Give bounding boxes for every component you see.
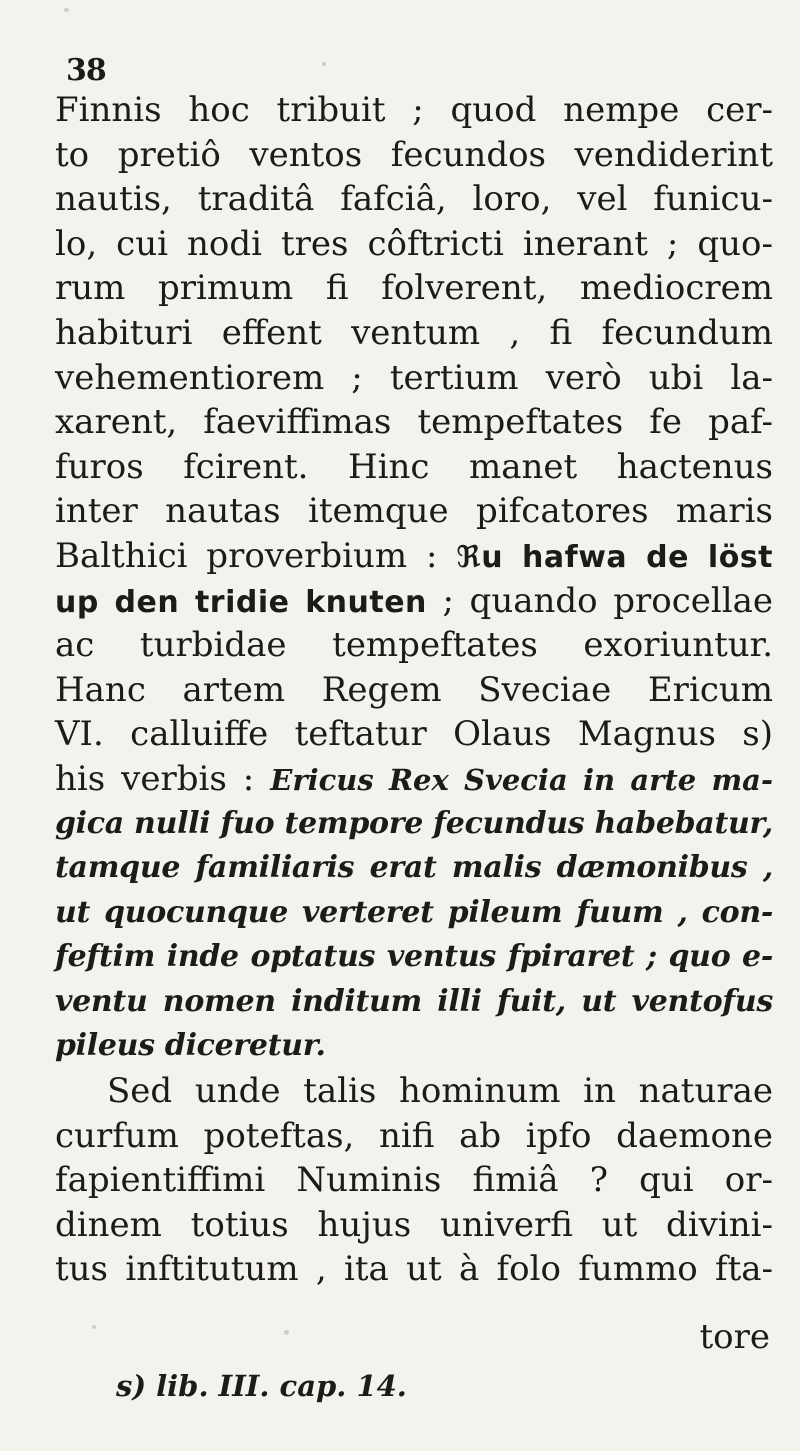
footnote: s) lib. III. cap. 14. bbox=[116, 1369, 407, 1403]
paper-speck bbox=[455, 118, 458, 121]
text-line: Hanc artem Regem Sveciae Ericum bbox=[55, 669, 773, 710]
paper-speck bbox=[92, 1325, 96, 1329]
text-line: tus inftitutum , ita ut à folo fummo fta- bbox=[55, 1249, 773, 1290]
quote-line: ut quocunque verteret pileum fuum , con- bbox=[55, 894, 773, 930]
paragraph-start: Sed unde talis hominum in naturae bbox=[107, 1071, 773, 1112]
quote-line: tamque familiaris erat malis dæmonibus , bbox=[55, 850, 773, 886]
quote-line: feftim inde optatus ventus fpiraret ; quo e- bbox=[55, 939, 773, 975]
text-line: dinem totius hujus univerfi ut divini- bbox=[55, 1204, 773, 1245]
text-line-quote-start bbox=[55, 757, 773, 802]
text-line: curfum poteftas, nifi ab ipfo daemone bbox=[55, 1115, 773, 1156]
quote-line: ventu nomen inditum illi fuit, ut ventofus bbox=[55, 983, 773, 1019]
text-line-proverb bbox=[55, 579, 773, 624]
paper-speck bbox=[284, 1330, 289, 1335]
quote-intro: his verbis : bbox=[55, 758, 255, 799]
text-line: xarent, faeviffimas tempeftates fe paf- bbox=[55, 402, 773, 443]
proverb-intro: Balthici proverbium : bbox=[55, 535, 438, 576]
text-line: rum primum fi folverent, mediocrem bbox=[55, 268, 773, 309]
text-line: to pretiô ventos fecundos vendiderint bbox=[55, 134, 773, 175]
page-number: 38 bbox=[66, 53, 106, 88]
text-line: habituri effent ventum , fi fecundum bbox=[55, 312, 773, 353]
body-text bbox=[55, 88, 773, 1292]
catchword: tore bbox=[699, 1317, 770, 1357]
text-line: furos fcirent. Hinc manet hactenus bbox=[55, 446, 773, 487]
proverb-swedish: ℜu hafwa de löst bbox=[456, 539, 774, 575]
proverb-swedish: up den tridie knuten bbox=[55, 584, 427, 620]
text-line: fapientiffimi Numinis fimiâ ? qui or- bbox=[55, 1160, 773, 1201]
quote-line-end: pileus diceretur. bbox=[55, 1028, 326, 1064]
paper-speck bbox=[64, 8, 69, 12]
text-line: inter nautas itemque pifcatores maris bbox=[55, 491, 773, 532]
text-line: Finnis hoc tribuit ; quod nempe cer- bbox=[55, 90, 773, 130]
quote-line: gica nulli fuo tempore fecundus habebatur, bbox=[55, 805, 773, 841]
quote-text: Ericus Rex Svecia in arte ma- bbox=[270, 762, 774, 797]
proverb-gloss: ; quando procellae bbox=[442, 580, 773, 621]
text-line: lo, cui nodi tres côftricti inerant ; quo- bbox=[55, 223, 773, 264]
paper-speck bbox=[322, 62, 326, 66]
text-line: VI. calluiffe teftatur Olaus Magnus s) bbox=[55, 714, 773, 755]
text-line: ac turbidae tempeftates exoriuntur. bbox=[55, 625, 773, 666]
text-line-proverb bbox=[55, 534, 773, 579]
text-line: nautis, traditâ fafciâ, loro, vel funicu- bbox=[55, 179, 773, 220]
text-line: vehementiorem ; tertium verò ubi la- bbox=[55, 357, 773, 398]
